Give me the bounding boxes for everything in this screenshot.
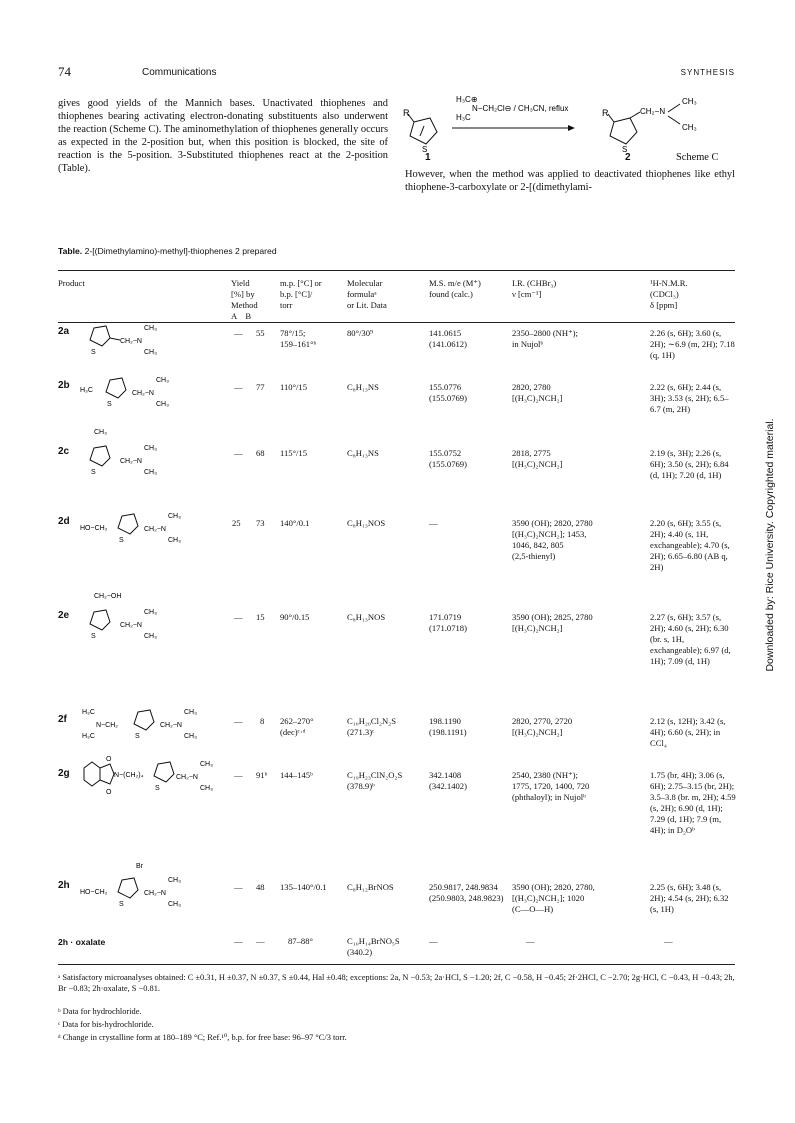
ms: —	[429, 518, 438, 528]
footnote-d: ᵈ Change in crystalline form at 180–189 °C; Ref.¹⁰, b.p. for free base: 96–97 °C/3 torr.	[58, 1033, 347, 1042]
svg-text:N−CH₂Cl⊖ / CH₃CN, reflux: N−CH₂Cl⊖ / CH₃CN, reflux	[472, 104, 569, 113]
svg-text:CH₂−N: CH₂−N	[176, 774, 198, 781]
th-ms: M.S. m/e (M⁺) found (calc.)	[429, 278, 481, 299]
scheme-caption: Scheme C	[676, 152, 719, 163]
svg-text:S: S	[155, 785, 160, 792]
svg-text:CH₃: CH₃	[168, 877, 181, 884]
reactant-number: 1	[425, 152, 431, 163]
th-yield: Yield [%] by Method A B	[231, 278, 258, 321]
compound-label: 2h · oxalate	[58, 937, 106, 947]
svg-text:CH₃: CH₃	[184, 709, 197, 716]
body-text-col2: However, when the method was applied to deactivated thiophenes like ethyl thiophene-3-carboxylate or 2-[(dimethylami-	[405, 169, 735, 193]
compound-label: 2e	[58, 610, 70, 621]
ir: 2820, 2780 [(H₃C)₂NCH₂]	[512, 382, 563, 403]
formula: C₈H₁₂BrNOS	[347, 882, 394, 892]
ms: 155.0752 (155.0769)	[429, 448, 467, 469]
svg-text:CH₃: CH₃	[168, 537, 181, 544]
ir: 2820, 2770, 2720 [(H₃C)₂NCH₂]	[512, 716, 573, 737]
svg-text:S: S	[91, 633, 96, 640]
structure-2h	[80, 860, 210, 910]
ms: 342.1408 (342.1402)	[429, 770, 467, 791]
mp: 115°/15	[280, 448, 307, 458]
th-product: Product	[58, 278, 85, 288]
mp: 140°/0.1	[280, 518, 310, 528]
ms: 171.0719 (171.0718)	[429, 612, 467, 633]
svg-text:CH₃: CH₃	[682, 97, 697, 106]
reactant-thiophene	[408, 114, 437, 144]
compound-label: 2f	[58, 714, 67, 725]
svg-text:H₃C: H₃C	[82, 733, 95, 740]
svg-text:CH₃: CH₃	[168, 901, 181, 908]
nmr: 2.19 (s, 3H); 2.26 (s, 6H); 3.50 (s, 2H); 6.84 (d, 1H); 7.20 (d, 1H)	[650, 448, 731, 480]
svg-text:CH₂−N: CH₂−N	[120, 622, 142, 629]
page-header	[58, 64, 735, 80]
svg-text:HO−CH₂: HO−CH₂	[80, 889, 108, 896]
page-number: 74	[58, 64, 71, 79]
yield-b: 55	[256, 328, 265, 338]
scheme-c	[400, 90, 740, 168]
structure-2e	[80, 590, 190, 642]
svg-text:CH₃: CH₃	[682, 123, 697, 132]
section-title: Communications	[142, 67, 217, 78]
yield-a: —	[234, 716, 243, 726]
svg-text:CH₂−N: CH₂−N	[120, 338, 142, 345]
svg-text:S: S	[119, 537, 124, 544]
download-note: Downloaded by: Rice University. Copyrighted material.	[764, 418, 776, 672]
compound-label: 2b	[58, 380, 70, 391]
formula: C₈H₁₃NS	[347, 448, 379, 458]
ir: 3590 (OH); 2820, 2780 [(H₃C)₂NCH₂]; 1453, 1046, 842, 805 (2,5-thienyl)	[512, 518, 593, 561]
mp: 144–145ᵇ	[280, 770, 313, 780]
formula: C₁₉H₂₃ClN₂O₂S (378.9)ᵇ	[347, 770, 403, 791]
table-top-rule	[58, 270, 735, 271]
svg-text:CH₃: CH₃	[156, 377, 169, 384]
ms: 250.9817, 248.9834 (250.9803, 248.9823)	[429, 882, 504, 903]
svg-text:CH₃: CH₃	[144, 609, 157, 616]
yield-b: 73	[256, 518, 265, 528]
yield-a: 25	[232, 518, 241, 528]
svg-text:S: S	[91, 469, 96, 476]
structure-2a	[80, 318, 190, 358]
svg-text:S: S	[135, 733, 140, 740]
svg-text:CH₃: CH₃	[144, 325, 157, 332]
yield-a: —	[234, 882, 243, 892]
svg-text:S: S	[422, 145, 428, 154]
formula: C₈H₁₃NS	[347, 382, 379, 392]
yield-b: 77	[256, 382, 265, 392]
yield-b: —	[256, 936, 265, 946]
download-watermark	[760, 330, 780, 760]
svg-text:CH₃: CH₃	[168, 513, 181, 520]
table-bottom-rule	[58, 964, 735, 965]
compound-label: 2a	[58, 326, 70, 337]
svg-text:S: S	[91, 349, 96, 356]
product-number: 2	[625, 152, 631, 163]
nmr: 2.26 (s, 6H); 3.60 (s, 2H); ∼6.9 (m, 2H); 7.18 (q, 1H)	[650, 328, 737, 360]
ms: 155.0776 (155.0769)	[429, 382, 467, 403]
svg-text:CH₂−OH: CH₂−OH	[94, 593, 122, 600]
footnote-c: ᶜ Data for bis-hydrochloride.	[58, 1020, 154, 1029]
formula: 80°/30⁹	[347, 328, 374, 338]
table-caption	[58, 246, 277, 256]
svg-text:CH₂−N: CH₂−N	[132, 390, 154, 397]
svg-text:O: O	[106, 756, 112, 763]
svg-text:HO−CH₂: HO−CH₂	[80, 525, 108, 532]
svg-text:S: S	[119, 901, 124, 908]
mp: 262–270° (dec)ᶜ·ᵈ	[280, 716, 314, 737]
svg-text:CH₃: CH₃	[94, 429, 107, 436]
svg-text:N−CH₂: N−CH₂	[96, 722, 118, 729]
ir: 2350–2800 (NH⁺); in Nujolᵇ	[512, 328, 578, 349]
mp: 135–140°/0.1	[280, 882, 327, 892]
nmr: 2.22 (s, 6H); 2.44 (s, 3H); 3.53 (s, 2H); 6.5–6.7 (m, 2H)	[650, 382, 729, 414]
yield-a: —	[234, 770, 243, 780]
svg-text:N−(CH₂)₄: N−(CH₂)₄	[114, 772, 144, 779]
nmr: 2.25 (s, 6H); 3.48 (s, 2H); 4.54 (s, 2H); 6.32 (s, 1H)	[650, 882, 731, 914]
ms: 198.1190 (198.1191)	[429, 716, 467, 737]
footnote-a: ᵃ Satisfactory microanalyses obtained: C ±0.31, H ±0.37, N ±0.37, S ±0.44, Hal ±0.48; exceptions: 2a, N −0.53; 2a·HCl, S −1.20; 2f, C −0.58, H −0.45; 2f·2HCl, C −2.70; 2g·HCl, C −0.43, H −0.43; 2h, Br −0.83; 2h·oxalate, S −0.81.	[58, 973, 735, 993]
svg-text:CH₂−N: CH₂−N	[144, 526, 166, 533]
svg-text:CH₃: CH₃	[144, 633, 157, 640]
svg-text:Br: Br	[136, 863, 143, 870]
structure-2f	[78, 702, 228, 742]
yield-b: 68	[256, 448, 265, 458]
svg-text:O: O	[106, 789, 112, 796]
svg-text:CH₂−N: CH₂−N	[144, 890, 166, 897]
yield-b: 8	[260, 716, 265, 726]
th-formula: Molecular formulaᵃ or Lit. Data	[347, 278, 387, 310]
nmr: 1.75 (br, 4H); 3.06 (s, 6H); 2.75–3.15 (br, 2H); 3.5–3.8 (br. m, 2H); 4.59 (s, 2H); 6.90 (d, 1H); 7.29 (d, 1H); 7.9 (m, 4H); in D₂Oᵇ	[650, 770, 738, 835]
svg-text:CH₂−N: CH₂−N	[640, 107, 666, 116]
nmr: 2.27 (s, 6H); 3.57 (s, 2H); 4.60 (s, 2H); 6.30 (br. s, 1H, exchangeable); 6.97 (d, 1H); 7.09 (d, 1H)	[650, 612, 733, 666]
th-nmr: ¹H-N.M.R. (CDCl₃) δ [ppm]	[650, 278, 688, 310]
ir: 3590 (OH); 2820, 2780, [(H₃C)₂NCH₂]; 1020 (C—O—H)	[512, 882, 595, 914]
mp: 78°/15; 159–161°ᵇ	[280, 328, 317, 349]
yield-b: 48	[256, 882, 265, 892]
footnote-b: ᵇ Data for hydrochloride.	[58, 1007, 142, 1016]
compound-label: 2d	[58, 516, 70, 527]
structure-2b	[80, 370, 200, 410]
svg-text:CH₃: CH₃	[200, 785, 213, 792]
ms: 141.0615 (141.0612)	[429, 328, 467, 349]
formula: C₈H₁₃NOS	[347, 518, 386, 528]
ms: —	[429, 936, 438, 946]
svg-text:CH₃: CH₃	[144, 349, 157, 356]
structure-2c	[80, 426, 190, 478]
structure-2g	[76, 752, 236, 796]
th-ir: I.R. (CHBr₃) ν [cm⁻¹]	[512, 278, 557, 299]
compound-label: 2g	[58, 768, 70, 779]
svg-text:H₃C: H₃C	[82, 709, 95, 716]
formula: C₁₀H₂₀Cl₂N₂S (271.3)ᶜ	[347, 716, 397, 737]
table-caption-text: 2-[(Dimethylamino)-methyl]-thiophenes 2 prepared	[84, 246, 277, 256]
ir: 2540, 2380 (NH⁺); 1775, 1720, 1400, 720 (phthaloyl); in Nujolᵇ	[512, 770, 590, 802]
svg-text:CH₃: CH₃	[144, 469, 157, 476]
table-caption-label: Table.	[58, 246, 83, 256]
svg-text:CH₃: CH₃	[144, 445, 157, 452]
yield-a: —	[234, 448, 243, 458]
yield-a: —	[234, 382, 243, 392]
nmr: 2.12 (s, 12H); 3.42 (s, 4H); 6.60 (s, 2H); in CCl₄	[650, 716, 728, 748]
nmr: 2.20 (s, 6H); 3.55 (s, 2H); 4.40 (s, 1H, exchangeable); 4.70 (s, 2H); 6.65–6.80 (AB q, 2H)	[650, 518, 732, 572]
mp: 87–88°	[288, 936, 313, 946]
svg-text:CH₂−N: CH₂−N	[120, 458, 142, 465]
body-text-col1: gives good yields of the Mannich bases. Unactivated thiophenes and thiophenes bearing activating electron-donating substituents also underwent the reaction (Scheme C). The aminomethylation of thiophenes generally occurs as expected in the 2-position but, when this position is blocked, the site of reaction is the 5-position. 3-Substituted thiophenes react at the 2-position (Table).	[58, 98, 388, 174]
svg-text:R: R	[602, 108, 609, 118]
formula: C₈H₁₃NOS	[347, 612, 386, 622]
svg-text:CH₃: CH₃	[184, 733, 197, 740]
yield-b: 91ᵇ	[256, 770, 268, 780]
svg-text:H₃C: H₃C	[80, 387, 93, 394]
yield-a: —	[234, 612, 243, 622]
formula: C₁₀H₁₄BrNO₅S (340.2)	[347, 936, 400, 957]
svg-text:H₃C: H₃C	[456, 113, 471, 122]
svg-text:CH₃: CH₃	[200, 761, 213, 768]
nmr: —	[664, 936, 673, 946]
structure-2d	[80, 506, 210, 546]
th-mp: m.p. [°C] or b.p. [°C]/ torr	[280, 278, 322, 310]
compound-label: 2c	[58, 446, 70, 457]
journal-name: SYNTHESIS	[680, 68, 735, 77]
ir: 2818, 2775 [(H₃C)₂NCH₂]	[512, 448, 563, 469]
svg-text:S: S	[622, 145, 628, 154]
mp: 110°/15	[280, 382, 307, 392]
yield-b: 15	[256, 612, 265, 622]
mp: 90°/0.15	[280, 612, 310, 622]
svg-text:H₃C⊕: H₃C⊕	[456, 95, 478, 104]
svg-text:CH₃: CH₃	[156, 401, 169, 408]
svg-text:S: S	[107, 401, 112, 408]
yield-a: —	[234, 328, 243, 338]
ir: 3590 (OH); 2825, 2780 [(H₃C)₂NCH₂]	[512, 612, 593, 633]
compound-label: 2h	[58, 880, 70, 891]
yield-a: —	[234, 936, 243, 946]
svg-text:R: R	[403, 108, 410, 118]
ir: —	[526, 936, 535, 946]
svg-text:CH₂−N: CH₂−N	[160, 722, 182, 729]
